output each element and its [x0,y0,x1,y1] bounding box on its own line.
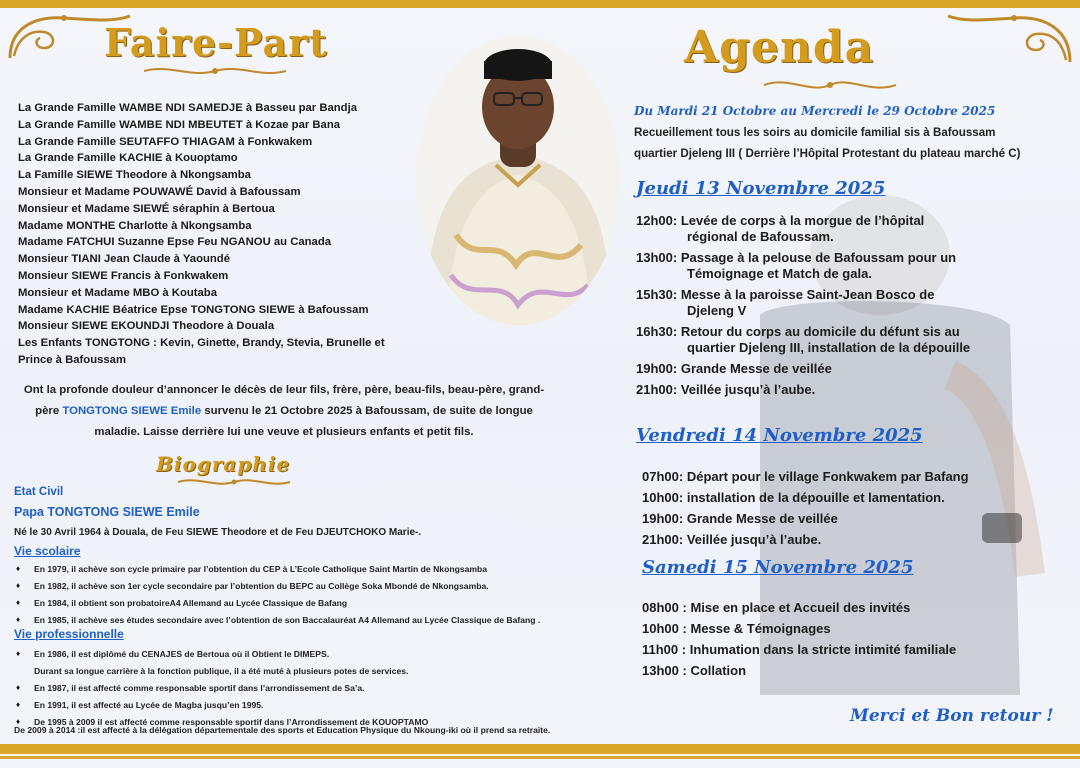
schedule-item [636,382,970,398]
flourish-top-right-icon [942,8,1076,68]
schedule-description: Collation [690,663,747,678]
day-heading-samedi: Samedi 15 Novembre 2025 [642,557,914,578]
bio-underline-flourish-icon [174,474,294,490]
agenda-title: Agenda [684,22,875,73]
schedule-description-cont: Djeleng V [687,303,747,318]
schedule-item [642,621,956,637]
schedule-time: 21h00: [636,382,678,397]
biographie-title: Biographie [156,452,291,476]
bio-bullet-item: ♦ En 1985, il achève ses études secondaire avec l’obtention de son Baccalauréat A4 Allemand au Lycée Classique de Bafang . [14,614,540,626]
bio-bullet-item: ♦ En 1986, il est diplômé du CENAJES de Bertoua où il Obtient le DIMEPS. [14,648,428,660]
schedule-description: installation de la dépouille et lamentation. [686,490,945,505]
schedule-item [636,213,970,245]
faire-part-title: Faire-Part [104,20,328,65]
schedule-time: 19h00: [636,361,678,376]
title-underline-flourish-icon [140,62,290,80]
bio-bullet-item: Durant sa longue carrière à la fonction publique, il a été muté à plusieurs potes de services. [34,666,409,676]
schedule-item [642,511,969,527]
schedule-time: 13h00: [636,250,678,265]
bio-bullet-item: ♦ En 1987, il est affecté comme responsable sportif dans l’arrondissement de Sa’a. [14,682,428,694]
vie-scolaire-label: Vie scolaire [14,544,81,558]
schedule-description: Grande Messe de veillée [680,361,832,376]
schedule-time: 19h00: [642,511,684,526]
schedule-description: Messe & Témoignages [690,621,831,636]
top-gold-border [0,0,1080,8]
schedule-jeudi [636,213,970,403]
schedule-time: 12h00: [636,213,678,228]
family-entry: Monsieur SIEWE EKOUNDJI Theodore à Douala [18,320,275,333]
bio-bullet-item: ♦ En 1982, il achève son 1er cycle secondaire par l’obtention du BEPC au Collège Soka Mbondé de Nkongsamba. [14,580,540,592]
etat-civil-label: Etat Civil [14,486,64,498]
family-entry: La Grande Famille SEUTAFFO THIAGAM à Fonkwakem [18,135,313,148]
schedule-item [642,642,956,658]
recueillement-period: Du Mardi 21 Octobre au Mercredi le 29 Octobre 2025 [634,104,996,118]
schedule-item [636,250,970,282]
schedule-item [642,663,956,679]
vie-scolaire-list [14,563,540,631]
vie-pro-last: De 2009 à 2014 :il est affecté à la délégation départementale des sports et Education Physique du Nkoung-iki où il prend sa retraite. [14,725,551,735]
schedule-item [642,469,969,485]
vie-pro-list [14,648,428,733]
family-entry: La Grande Famille WAMBE NDI SAMEDJE à Basseu par Bandja [18,102,357,114]
schedule-item [642,490,969,506]
agenda-underline-flourish-icon [760,74,900,96]
bottom-gold-line [0,756,1080,759]
family-list [18,100,418,369]
family-entry: Madame FATCHUI Suzanne Epse Feu NGANOU au Canada [18,236,332,249]
schedule-vendredi [642,469,969,553]
deceased-name: TONGTONG SIEWE Emile [62,405,202,417]
bio-bullet-item: ♦ En 1984, il obtient son probatoireA4 Allemand au Lycée Classique de Bafang [14,597,540,609]
schedule-time: 15h30: [636,287,678,302]
family-entry: Les Enfants TONGTONG : Kevin, Ginette, Brandy, Stevia, Brunelle et Prince à Bafoussam [18,337,385,366]
schedule-time: 13h00 : [642,663,687,678]
closing-message: Merci et Bon retour ! [850,706,1054,726]
bio-bullet-item: ♦ De 1995 à 2009 il est affecté comme responsable sportif dans l’Arrondissement de KOUOPTAMO [14,716,428,728]
schedule-item [636,324,970,356]
family-entry: Monsieur SIEWE Francis à Fonkwakem [18,269,229,282]
schedule-time: 16h30: [636,324,678,339]
schedule-time: 21h00: [642,532,684,547]
schedule-time: 11h00 : [642,642,687,657]
portrait-photo [416,35,621,325]
family-entry: Madame MONTHE Charlotte à Nkongsamba [18,219,252,232]
family-entry: Monsieur et Madame SIEWÉ séraphin à Bertoua [18,202,275,215]
announcement-text-2: survenu le 21 Octobre 2025 à Bafoussam, de suite de longue maladie. Laisse derrière lui une veuve et plusieurs enfants et petit fils. [94,405,533,438]
family-entry: La Grande Famille WAMBE NDI MBEUTET à Kozae par Bana [18,118,341,131]
family-entry: Monsieur et Madame MBO à Koutaba [18,286,217,299]
day-heading-jeudi: Jeudi 13 Novembre 2025 [636,178,886,199]
schedule-description-cont: régional de Bafoussam. [687,229,834,244]
schedule-description: Passage à la pelouse de Bafoussam pour un [680,250,957,265]
schedule-description: Messe à la paroisse Saint-Jean Bosco de [680,287,935,302]
schedule-time: 08h00 : [642,600,687,615]
family-entry: Monsieur et Madame POUWAWÉ David à Bafoussam [18,185,301,198]
bottom-gold-border [0,744,1080,754]
schedule-description: Inhumation dans la stricte intimité familiale [689,642,957,657]
schedule-item [636,287,970,319]
family-entry: La Grande Famille KACHIE à Kouoptamo [18,152,238,165]
family-entry: La Famille SIEWE Theodore à Nkongsamba [18,169,251,182]
schedule-samedi [642,600,956,684]
day-heading-vendredi: Vendredi 14 Novembre 2025 [636,425,923,446]
portrait-figure-icon [416,35,621,325]
death-announcement [18,380,550,443]
schedule-description: Grande Messe de veillée [686,511,838,526]
schedule-item [642,532,969,548]
schedule-item [636,361,970,377]
birth-info: Né le 30 Avril 1964 à Douala, de Feu SIEWE Theodore et de Feu DJEUTCHOKO Marie-. [14,527,422,538]
bio-bullet-item: ♦ En 1979, il achève son cycle primaire par l’obtention du CEP à L’Ecole Catholique Saint Martin de Nkongsamba [14,563,540,575]
schedule-description: Levée de corps à la morgue de l’hôpital [680,213,925,228]
schedule-description: Mise en place et Accueil des invités [690,600,911,615]
schedule-item [642,600,956,616]
vie-pro-label: Vie professionnelle [14,627,124,641]
bio-name: Papa TONGTONG SIEWE Emile [14,505,200,519]
schedule-description-cont: Témoignage et Match de gala. [687,266,872,281]
schedule-description-cont: quartier Djeleng III, installation de la dépouille [687,340,971,355]
announcement-text-1: Ont la profonde douleur d’annoncer le décès de leur fils, frère, père, beau-fils, beau-père, grand-père [23,384,545,417]
bio-bullet-item: ♦ En 1991, il est affecté au Lycée de Magba jusqu’en 1995. [14,699,428,711]
schedule-description: Retour du corps au domicile du défunt sis au [680,324,960,339]
schedule-description: Veillée jusqu’à l’aube. [686,532,822,547]
schedule-time: 07h00: [642,469,684,484]
family-entry: Monsieur TIANI Jean Claude à Yaoundé [18,253,230,266]
schedule-time: 10h00 : [642,621,687,636]
schedule-time: 10h00: [642,490,684,505]
recueillement-line-2: quartier Djeleng III ( Derrière l’Hôpital Protestant du plateau marché C) [634,147,1021,160]
schedule-description: Départ pour le village Fonkwakem par Bafang [686,469,969,484]
family-entry: Madame KACHIE Béatrice Epse TONGTONG SIEWE à Bafoussam [18,303,369,316]
schedule-description: Veillée jusqu’à l’aube. [680,382,816,397]
recueillement-line-1: Recueillement tous les soirs au domicile familial sis à Bafoussam [634,126,996,139]
